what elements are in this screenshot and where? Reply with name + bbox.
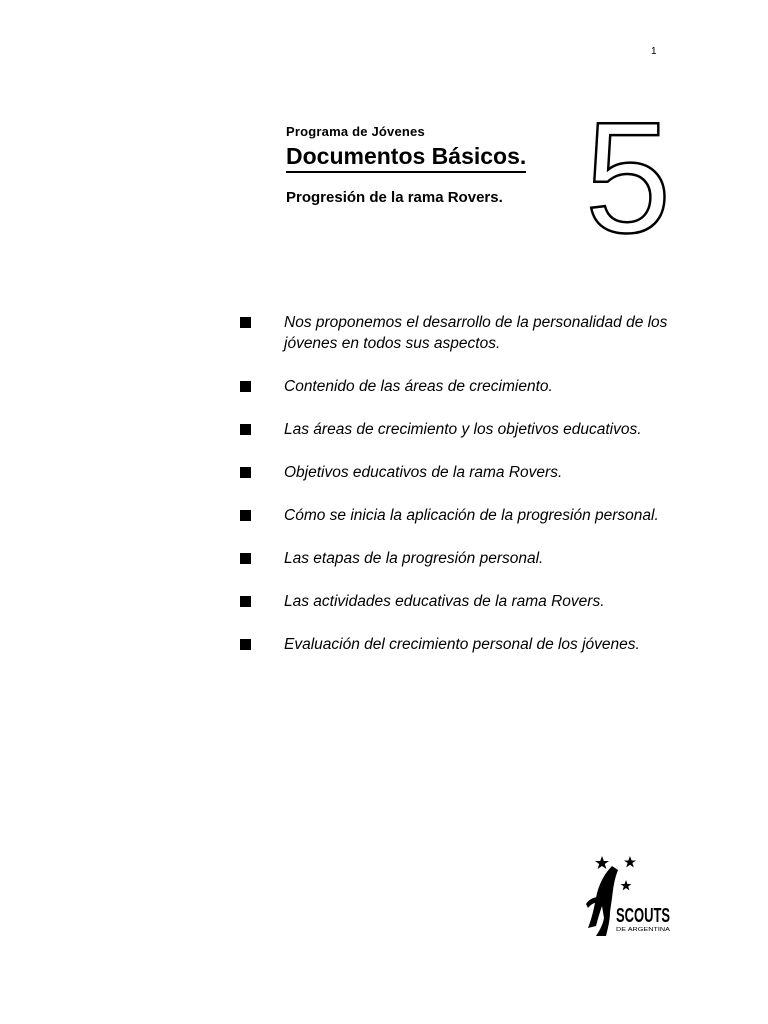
square-bullet-icon: [240, 639, 251, 650]
square-bullet-icon: [240, 317, 251, 328]
document-header: [286, 124, 586, 207]
document-title: Documentos Básicos.: [286, 142, 526, 173]
square-bullet-icon: [240, 510, 251, 521]
list-item-text: Contenido de las áreas de crecimiento.: [284, 378, 553, 395]
square-bullet-icon: [240, 467, 251, 478]
square-bullet-icon: [240, 381, 251, 392]
list-item-text: Nos proponemos el desarrollo de la personalidad de los jóvenes en todos sus aspectos.: [284, 314, 668, 352]
list-item-text: Evaluación del crecimiento personal de los jóvenes.: [284, 636, 640, 653]
volume-number: [578, 90, 678, 266]
square-bullet-icon: [240, 596, 251, 607]
program-supertitle: Programa de Jóvenes: [286, 124, 425, 139]
logo-wordmark: SCOUTS: [616, 905, 670, 927]
list-item: [238, 591, 678, 612]
square-bullet-icon: [240, 424, 251, 435]
scouts-logo-icon: [582, 852, 674, 942]
list-item: [238, 462, 678, 483]
list-item: [238, 376, 678, 397]
list-item: [238, 419, 678, 440]
list-item: [238, 548, 678, 569]
list-item: [238, 634, 678, 655]
document-subtitle: Progresión de la rama Rovers.: [286, 189, 503, 206]
star-icon: [624, 856, 636, 868]
list-item-text: Las áreas de crecimiento y los objetivos educativos.: [284, 421, 642, 438]
list-item-text: Cómo se inicia la aplicación de la progresión personal.: [284, 507, 659, 524]
volume-number-text: 5: [585, 90, 671, 266]
list-item-text: Las actividades educativas de la rama Rovers.: [284, 593, 605, 610]
page-number: 1: [651, 46, 657, 57]
list-item-text: Objetivos educativos de la rama Rovers.: [284, 464, 563, 481]
square-bullet-icon: [240, 553, 251, 564]
topics-list: [238, 312, 678, 677]
list-item: [238, 505, 678, 526]
list-item-text: Las etapas de la progresión personal.: [284, 550, 544, 567]
star-icon: [621, 880, 632, 890]
list-item: [238, 312, 678, 354]
star-icon: [595, 856, 609, 869]
logo-subtext: DE ARGENTINA: [616, 927, 671, 933]
